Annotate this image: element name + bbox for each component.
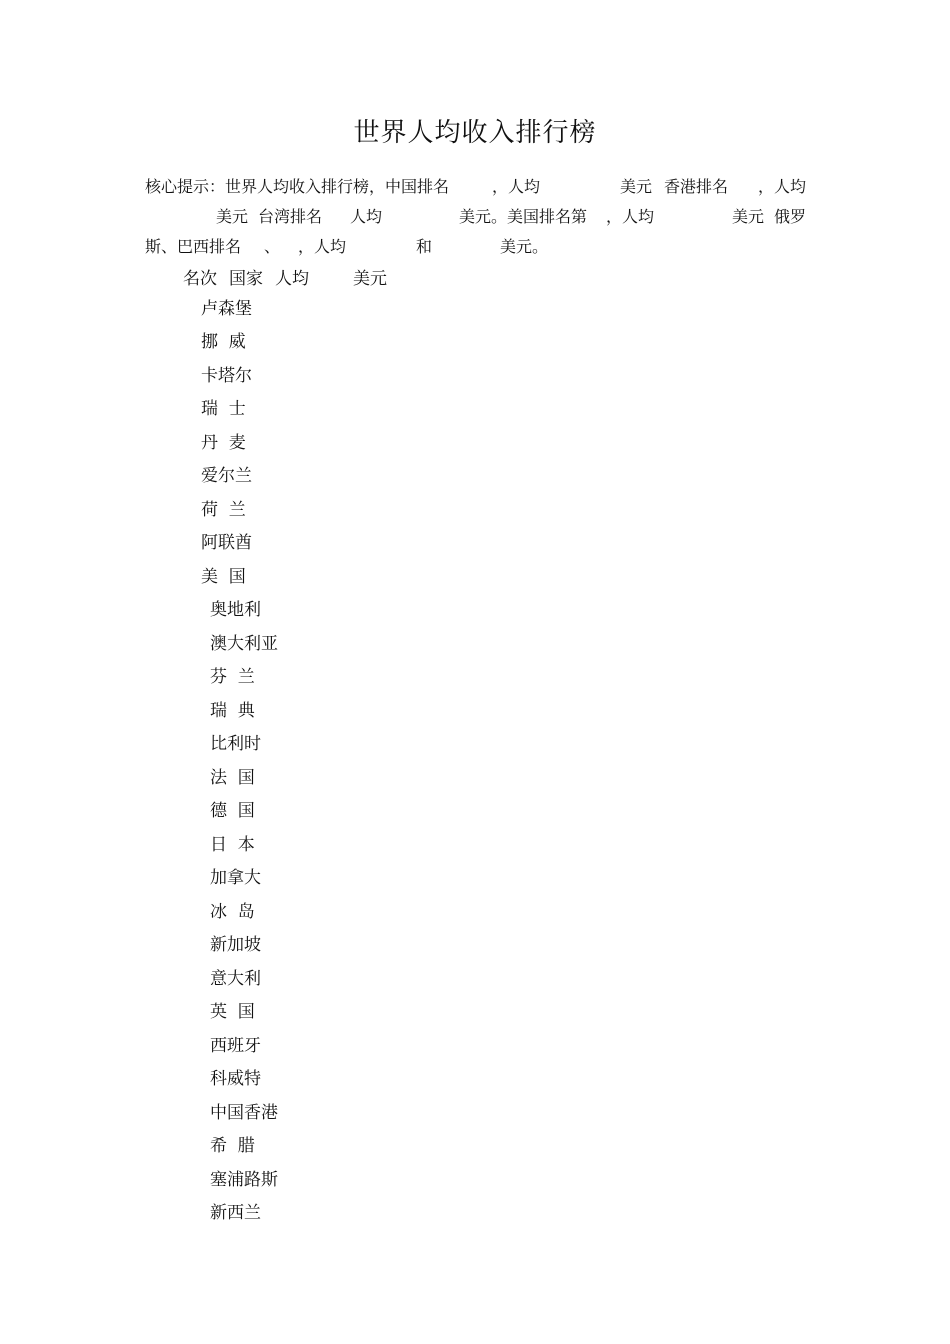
list-item: 澳大利亚	[210, 634, 278, 654]
list-item: 挪 威	[201, 332, 246, 352]
intro-text: 美元	[620, 177, 653, 196]
intro-text: ，人均	[758, 177, 807, 196]
intro-text: ，人均	[606, 207, 655, 226]
header-unit: 美元	[353, 269, 387, 289]
list-item: 瑞 士	[201, 399, 246, 419]
list-item: 德 国	[210, 801, 255, 821]
intro-text: 美元	[216, 207, 249, 226]
intro-line-1	[0, 174, 950, 198]
intro-text: 、	[264, 237, 281, 256]
list-item: 科威特	[210, 1069, 261, 1089]
list-item: 比利时	[210, 734, 261, 754]
intro-text: 香港排名	[664, 177, 729, 196]
intro-text: ，人均	[298, 237, 347, 256]
intro-text: 人均	[350, 207, 383, 226]
list-item: 阿联酋	[201, 533, 252, 553]
intro-line-2	[0, 204, 950, 228]
intro-line-3	[0, 234, 950, 258]
document-title: 世界人均收入排行榜	[353, 118, 597, 148]
intro-text: 美元	[732, 207, 765, 226]
list-item: 中国香港	[210, 1103, 278, 1123]
intro-text: 俄罗	[774, 207, 807, 226]
list-item: 爱尔兰	[201, 466, 252, 486]
list-item: 加拿大	[210, 868, 261, 888]
list-item: 瑞 典	[210, 701, 255, 721]
list-item: 意大利	[210, 969, 261, 989]
list-item: 日 本	[210, 835, 255, 855]
intro-text: 核心提示：世界人均收入排行榜，中国排名	[145, 177, 450, 196]
list-item: 新加坡	[210, 935, 261, 955]
list-item: 法 国	[210, 768, 255, 788]
intro-text: 台湾排名	[258, 207, 323, 226]
header-per-capita: 人均	[275, 269, 309, 289]
list-item: 希 腊	[210, 1136, 255, 1156]
header-rank: 名次	[183, 269, 217, 289]
list-item: 卡塔尔	[201, 366, 252, 386]
list-item: 丹 麦	[201, 433, 246, 453]
intro-text: ，人均	[492, 177, 541, 196]
list-item: 新西兰	[210, 1203, 261, 1223]
list-item: 塞浦路斯	[210, 1170, 278, 1190]
list-item: 芬 兰	[210, 667, 255, 687]
list-item: 冰 岛	[210, 902, 255, 922]
intro-text: 美元。美国排名第	[459, 207, 588, 226]
list-item: 西班牙	[210, 1036, 261, 1056]
intro-text: 和	[416, 237, 433, 256]
list-item: 奥地利	[210, 600, 261, 620]
header-country: 国家	[229, 269, 263, 289]
list-item: 英 国	[210, 1002, 255, 1022]
intro-text: 美元。	[500, 237, 549, 256]
intro-text: 斯、巴西排名	[145, 237, 242, 256]
list-item: 美 国	[201, 567, 246, 587]
list-item: 卢森堡	[201, 299, 252, 319]
list-item: 荷 兰	[201, 500, 246, 520]
